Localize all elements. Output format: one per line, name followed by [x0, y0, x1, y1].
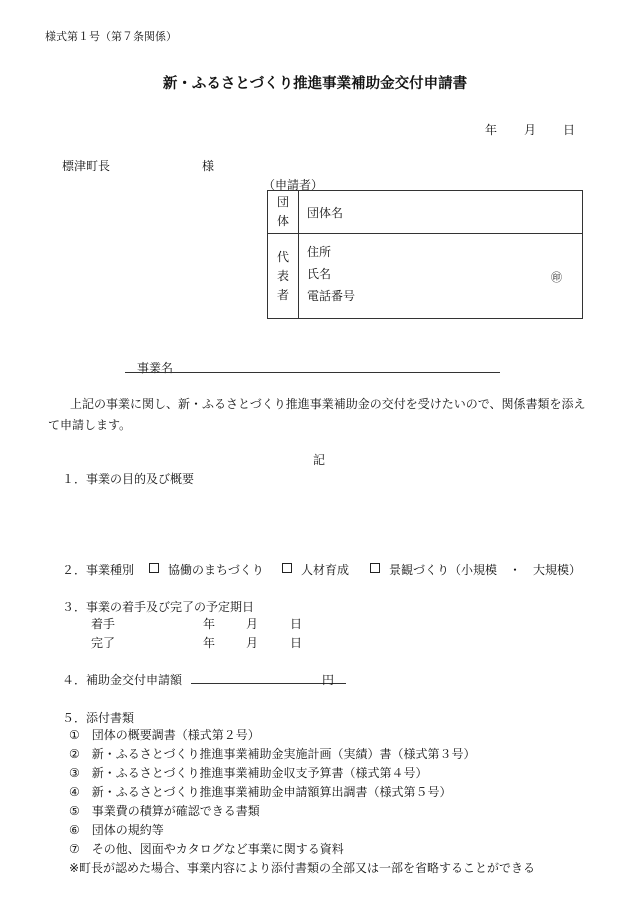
- attachment-item: ④ 新・ふるさとづくり推進事業補助金申請額算出調書（様式第５号）: [69, 785, 452, 799]
- ki-heading: 記: [313, 453, 326, 467]
- addressee-name: 標津町長: [62, 159, 111, 173]
- page-title: 新・ふるさとづくり推進事業補助金交付申請書: [162, 76, 468, 92]
- checkbox-icon: [370, 563, 380, 573]
- start-month[interactable]: 月: [246, 617, 259, 631]
- checkbox-human-resources[interactable]: 人材育成: [282, 561, 349, 578]
- project-name-label: 事業名: [137, 361, 174, 375]
- body-text: 上記の事業に関し、新・ふるさとづくり推進事業補助金の交付を受けたいので、関係書類を添えて申請します。: [48, 397, 586, 432]
- attachment-note: ※町長が認めた場合、事業内容により添付書類の全部又は一部を省略することができる: [69, 861, 536, 875]
- phone-field[interactable]: [299, 287, 582, 309]
- addressee-honorific: 様: [202, 159, 215, 173]
- end-label: 完了: [91, 636, 116, 650]
- form-number: 様式第１号（第７条関係）: [45, 30, 177, 43]
- checkbox-landscape[interactable]: 景観づくり（小規模 ・ 大規模）: [370, 561, 581, 578]
- applicant-label: （申請者）: [263, 178, 324, 192]
- section-5-heading: ５．添付書類: [62, 711, 135, 725]
- attachment-item: ⑤ 事業費の積算が確認できる書類: [69, 804, 260, 818]
- applicant-table: [267, 190, 583, 319]
- attachment-item: ⑥ 団体の規約等: [69, 823, 164, 837]
- date-year-label: 年: [485, 123, 498, 137]
- seal-mark: ㊞: [551, 271, 562, 284]
- end-year[interactable]: 年: [203, 636, 216, 650]
- address-label: 住所: [307, 245, 332, 259]
- attachment-item: ① 団体の概要調書（様式第２号）: [69, 728, 260, 742]
- group-vertical-label: 団 体: [268, 191, 299, 234]
- group-name-field[interactable]: [299, 191, 583, 234]
- group-name-label: 団体名: [307, 205, 344, 220]
- attachment-item: ② 新・ふるさとづくり推進事業補助金実施計画（実績）書（様式第３号）: [69, 747, 476, 761]
- phone-label: 電話番号: [307, 289, 356, 303]
- name-field[interactable]: [299, 265, 582, 287]
- date-month-label: 月: [524, 123, 537, 137]
- attachment-item: ⑦ その他、図面やカタログなど事業に関する資料: [69, 842, 344, 856]
- section-2-heading: ２．事業種別: [62, 563, 135, 577]
- section-1-heading: １．事業の目的及び概要: [62, 472, 195, 486]
- checkbox-icon: [149, 563, 159, 573]
- end-month[interactable]: 月: [246, 636, 259, 650]
- representative-vertical-label: 代 表 者: [268, 234, 299, 319]
- section-4-heading: ４．補助金交付申請額: [62, 673, 183, 687]
- section-3-heading: ３．事業の着手及び完了の予定期日: [62, 600, 255, 614]
- start-label: 着手: [91, 617, 116, 631]
- start-day[interactable]: 日: [290, 617, 303, 631]
- address-field[interactable]: [299, 243, 582, 265]
- end-day[interactable]: 日: [290, 636, 303, 650]
- yen-label: 円: [322, 673, 335, 687]
- start-year[interactable]: 年: [203, 617, 216, 631]
- date-day-label: 日: [563, 123, 576, 137]
- checkbox-collaboration[interactable]: 協働のまちづくり: [149, 561, 264, 578]
- name-label: 氏名: [307, 267, 332, 281]
- attachment-item: ③ 新・ふるさとづくり推進事業補助金収支予算書（様式第４号）: [69, 766, 428, 780]
- checkbox-icon: [282, 563, 292, 573]
- project-name-field[interactable]: [125, 372, 500, 373]
